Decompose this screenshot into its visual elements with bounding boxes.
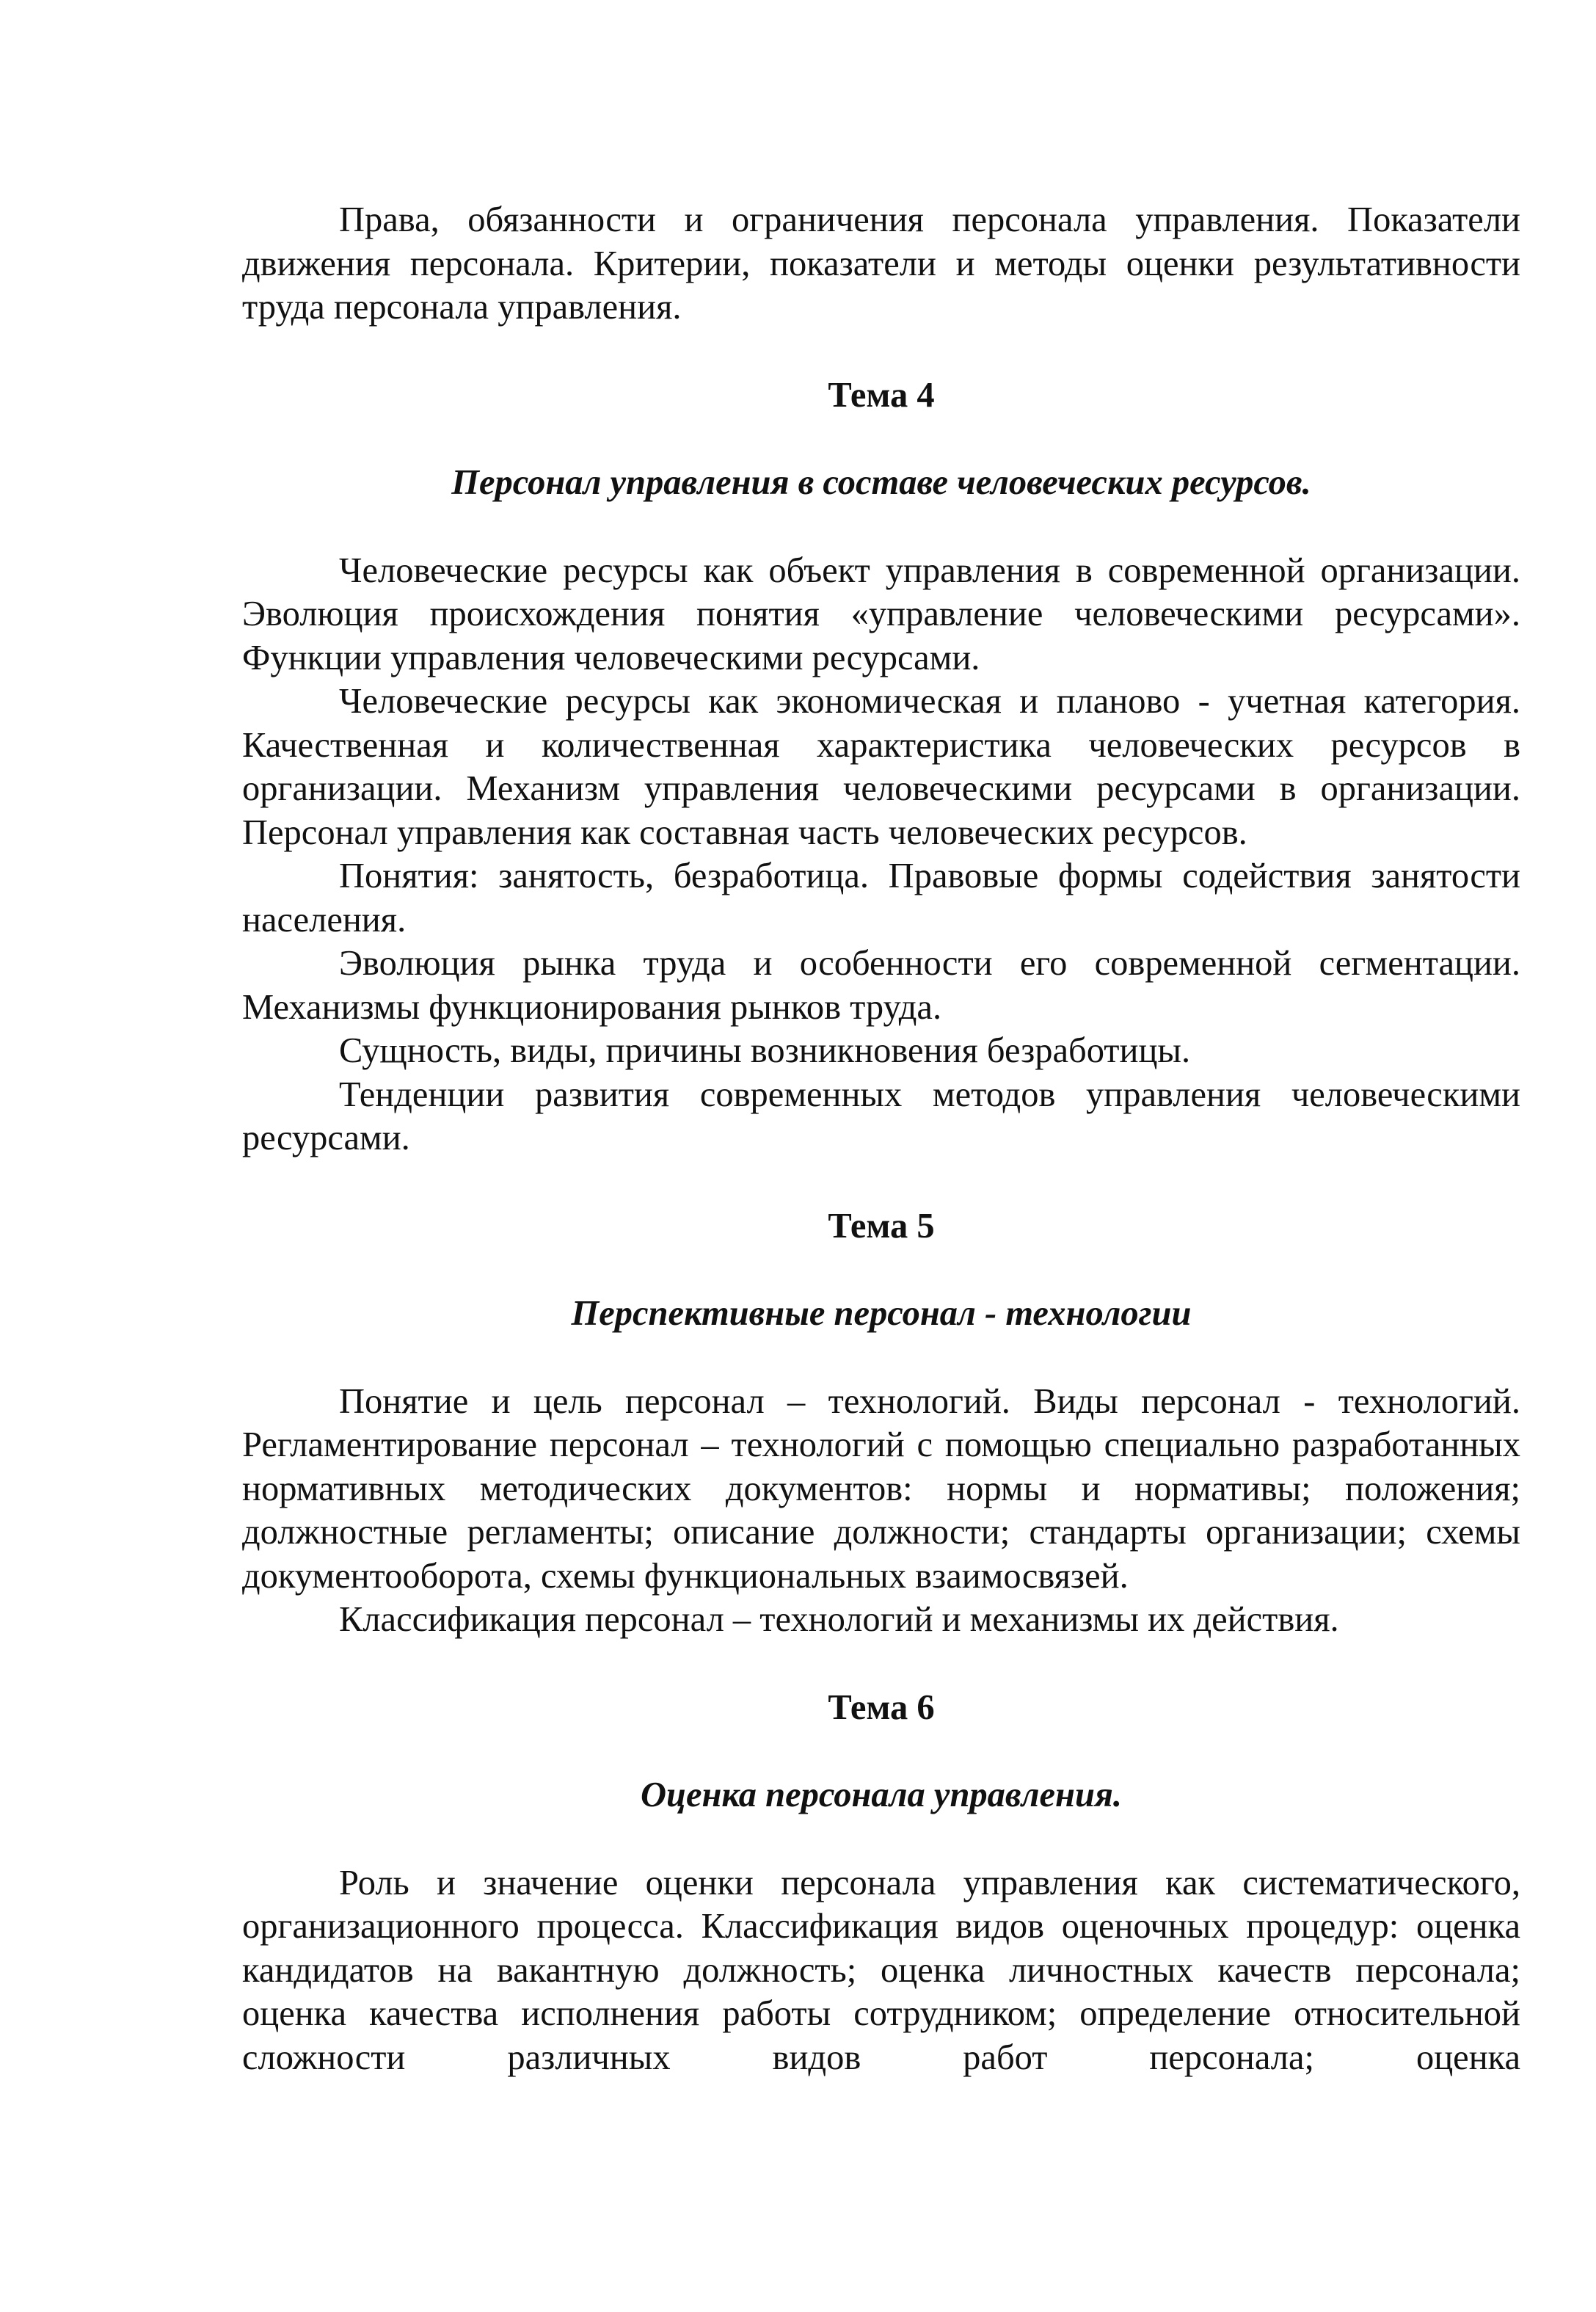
topic-4-paragraph: Тенденции развития современных методов управления человеческими ресурсами. <box>242 1075 1520 1157</box>
topic-5-heading: Тема 5 <box>828 1206 935 1246</box>
intro-paragraph: Права, обязанности и ограничения персонала управления. Показатели движения персонала. Критерии, показатели и методы оценки результативности труда персонала управления. <box>242 200 1520 327</box>
topic-5-title: Перспективные персонал - технологии <box>571 1294 1192 1333</box>
document-page <box>242 198 1520 2079</box>
topic-4-heading: Тема 4 <box>828 375 935 415</box>
topic-4-paragraph: Сущность, виды, причины возникновения безработицы. <box>339 1031 1191 1070</box>
topic-6-paragraph: Роль и значение оценки персонала управления как систематического, организационного процесса. Классификация видов оценочных процедур: оценка кандидатов на вакантную должность; оценка личностных качеств персонала; оценка качества исполнения работы сотрудником; определение относительной сложности различных видов работ персонала; оценка <box>242 1863 1520 2077</box>
topic-4-title: Персонал управления в составе человеческих ресурсов. <box>451 463 1311 502</box>
topic-5-paragraph: Понятие и цель персонал – технологий. Виды персонал - технологий. Регламентирование персонал – технологий с помощью специально разработанных нормативных методических документов: нормы и нормативы; положения; должностные регламенты; описание должности; стандарты организации; схемы документооборота, схемы функциональных взаимосвязей. <box>242 1381 1520 1596</box>
topic-6-title: Оценка персонала управления. <box>640 1775 1123 1814</box>
topic-4-paragraph: Эволюция рынка труда и особенности его современной сегментации. Механизмы функционирования рынков труда. <box>242 944 1520 1027</box>
topic-5-paragraph: Классификация персонал – технологий и механизмы их действия. <box>339 1600 1339 1639</box>
topic-4-paragraph: Понятия: занятость, безработица. Правовые формы содействия занятости населения. <box>242 857 1520 939</box>
topic-6-heading: Тема 6 <box>828 1687 935 1727</box>
topic-4-paragraph: Человеческие ресурсы как экономическая и планово - учетная категория. Качественная и количественная характеристика человеческих ресурсов в организации. Механизм управления человеческими ресурсами в организации. Персонал управления как составная часть человеческих ресурсов. <box>242 682 1520 852</box>
topic-4-paragraph: Человеческие ресурсы как объект управления в современной организации. Эволюция происхождения понятия «управление человеческими ресурсами». Функции управления человеческими ресурсами. <box>242 550 1520 677</box>
